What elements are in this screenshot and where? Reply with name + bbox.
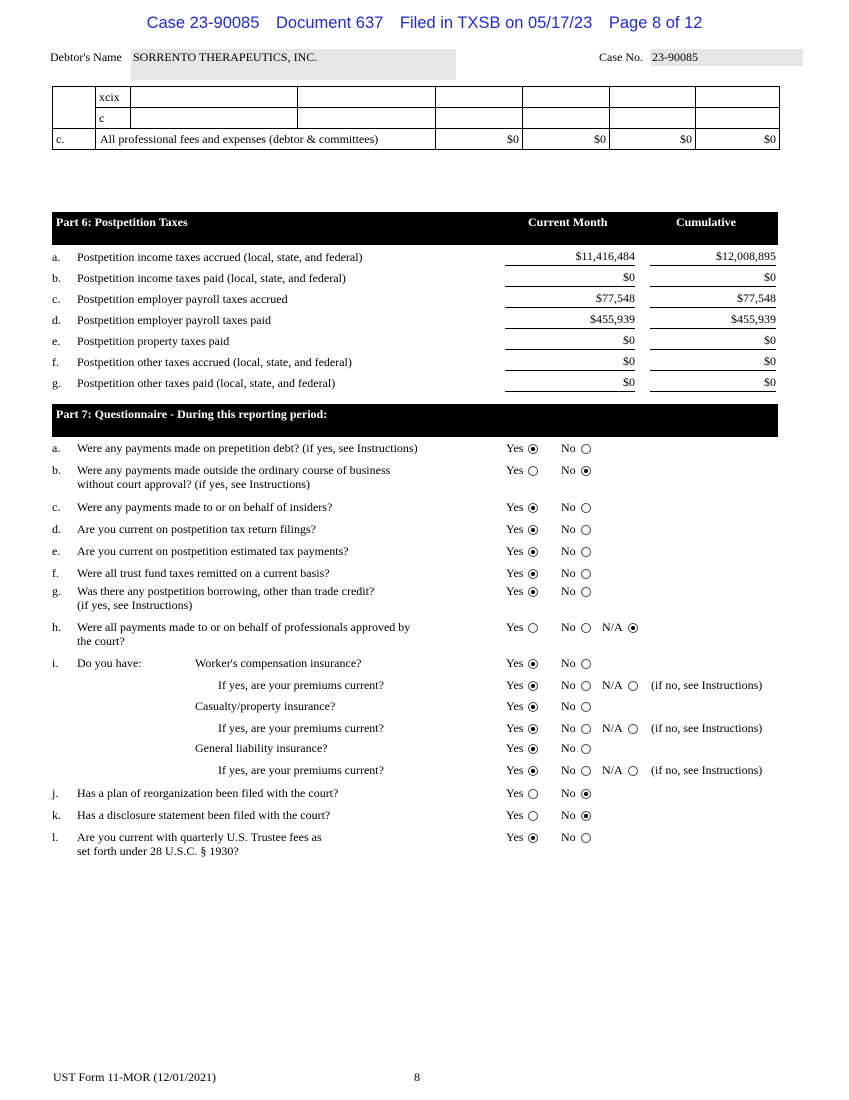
yes-option[interactable] bbox=[506, 786, 538, 801]
total-value: $0 bbox=[436, 129, 523, 150]
question-text-cont: the court? bbox=[77, 634, 125, 648]
no-label: No bbox=[561, 566, 576, 580]
no-option[interactable] bbox=[561, 656, 591, 671]
no-label: No bbox=[561, 656, 576, 670]
na-radio[interactable] bbox=[628, 681, 638, 691]
question-text-cont: (if yes, see Instructions) bbox=[77, 598, 193, 612]
yes-radio[interactable] bbox=[528, 811, 538, 821]
no-label: No bbox=[561, 500, 576, 514]
table-row bbox=[53, 108, 780, 129]
na-option[interactable] bbox=[602, 678, 638, 693]
case-no-value: 23-90085 bbox=[652, 50, 698, 64]
current-month-value: $455,939 bbox=[505, 312, 635, 329]
no-label: No bbox=[561, 786, 576, 800]
yes-option[interactable] bbox=[506, 620, 538, 635]
row-letter: b. bbox=[52, 271, 61, 285]
yes-label: Yes bbox=[506, 463, 524, 477]
form-id: UST Form 11-MOR (12/01/2021) bbox=[53, 1070, 217, 1084]
na-radio[interactable] bbox=[628, 766, 638, 776]
part7-header bbox=[52, 404, 778, 437]
part6-header bbox=[52, 212, 778, 245]
yes-radio[interactable] bbox=[528, 569, 538, 579]
yes-label: Yes bbox=[506, 830, 524, 844]
question-text: Were any payments made outside the ordinary course of business bbox=[77, 463, 391, 477]
no-label: No bbox=[561, 463, 576, 477]
row-label: Postpetition property taxes paid bbox=[77, 334, 230, 348]
yes-option[interactable] bbox=[506, 500, 538, 515]
current-month-value: $0 bbox=[505, 333, 635, 350]
row-roman: xcix bbox=[96, 87, 131, 108]
row-label: Postpetition employer payroll taxes accrued bbox=[77, 292, 288, 306]
yes-radio[interactable] bbox=[528, 466, 538, 476]
yes-option[interactable] bbox=[506, 721, 538, 736]
no-option[interactable] bbox=[561, 500, 591, 515]
question-letter: l. bbox=[52, 830, 59, 844]
page-number: 8 bbox=[414, 1070, 420, 1084]
no-option[interactable] bbox=[561, 786, 591, 801]
yes-label: Yes bbox=[506, 763, 524, 777]
no-option[interactable] bbox=[561, 544, 591, 559]
no-option[interactable] bbox=[561, 441, 591, 456]
no-label: No bbox=[561, 721, 576, 735]
yes-radio[interactable] bbox=[528, 766, 538, 776]
yes-label: Yes bbox=[506, 620, 524, 634]
current-month-value: $11,416,484 bbox=[505, 249, 635, 266]
na-option[interactable] bbox=[602, 763, 638, 778]
no-radio[interactable] bbox=[581, 744, 591, 754]
row-label: Postpetition income taxes paid (local, state, and federal) bbox=[77, 271, 346, 285]
yes-option[interactable] bbox=[506, 463, 538, 478]
question-text-cont: set forth under 28 U.S.C. § 1930? bbox=[77, 844, 239, 858]
no-radio[interactable] bbox=[581, 724, 591, 734]
insurance-question: General liability insurance? bbox=[195, 741, 328, 755]
table-row-total bbox=[53, 129, 780, 150]
col-cumulative: Cumulative bbox=[676, 215, 736, 229]
cumulative-value: $0 bbox=[650, 270, 776, 287]
yes-label: Yes bbox=[506, 656, 524, 670]
yes-radio[interactable] bbox=[528, 503, 538, 513]
no-radio[interactable] bbox=[581, 789, 591, 799]
current-month-value: $0 bbox=[505, 270, 635, 287]
case-no-field bbox=[650, 49, 803, 66]
no-label: No bbox=[561, 441, 576, 455]
no-label: No bbox=[561, 522, 576, 536]
table-row bbox=[53, 87, 780, 108]
yes-radio[interactable] bbox=[528, 659, 538, 669]
no-option[interactable] bbox=[561, 463, 591, 478]
no-label: No bbox=[561, 830, 576, 844]
na-label: N/A bbox=[602, 620, 623, 634]
no-radio[interactable] bbox=[581, 444, 591, 454]
question-text: Were all payments made to or on behalf of professionals approved by bbox=[77, 620, 411, 634]
cumulative-value: $0 bbox=[650, 354, 776, 371]
na-radio[interactable] bbox=[628, 623, 638, 633]
yes-option[interactable] bbox=[506, 763, 538, 778]
yes-option[interactable] bbox=[506, 566, 538, 581]
yes-option[interactable] bbox=[506, 656, 538, 671]
debtor-name-label: Debtor's Name bbox=[50, 50, 122, 64]
no-radio[interactable] bbox=[581, 833, 591, 843]
question-text: Were all trust fund taxes remitted on a current basis? bbox=[77, 566, 330, 580]
total-label: All professional fees and expenses (debtor & committees) bbox=[96, 129, 436, 150]
question-letter: f. bbox=[52, 566, 59, 580]
no-radio[interactable] bbox=[581, 547, 591, 557]
current-month-value: $0 bbox=[505, 375, 635, 392]
yes-label: Yes bbox=[506, 544, 524, 558]
part7-title: Part 7: Questionnaire - During this reporting period: bbox=[56, 407, 328, 421]
yes-radio[interactable] bbox=[528, 623, 538, 633]
no-option[interactable] bbox=[561, 830, 591, 845]
no-radio[interactable] bbox=[581, 659, 591, 669]
total-value: $0 bbox=[610, 129, 696, 150]
no-radio[interactable] bbox=[581, 466, 591, 476]
na-option[interactable] bbox=[602, 620, 638, 635]
yes-option[interactable] bbox=[506, 830, 538, 845]
question-text: Are you current with quarterly U.S. Trustee fees as bbox=[77, 830, 322, 844]
question-text: Has a plan of reorganization been filed with the court? bbox=[77, 786, 339, 800]
yes-option[interactable] bbox=[506, 441, 538, 456]
row-label: Postpetition other taxes accrued (local, state, and federal) bbox=[77, 355, 352, 369]
yes-label: Yes bbox=[506, 699, 524, 713]
question-text: Are you current on postpetition tax return filings? bbox=[77, 522, 316, 536]
question-letter: j. bbox=[52, 786, 59, 800]
yes-option[interactable] bbox=[506, 522, 538, 537]
yes-label: Yes bbox=[506, 741, 524, 755]
filing-banner bbox=[0, 14, 849, 33]
no-label: No bbox=[561, 584, 576, 598]
yes-radio[interactable] bbox=[528, 444, 538, 454]
no-radio[interactable] bbox=[581, 525, 591, 535]
row-letter: a. bbox=[52, 250, 61, 264]
row-letter: f. bbox=[52, 355, 59, 369]
yes-label: Yes bbox=[506, 522, 524, 536]
total-value: $0 bbox=[523, 129, 610, 150]
yes-option[interactable] bbox=[506, 544, 538, 559]
if-no-note: (if no, see Instructions) bbox=[651, 763, 763, 777]
part6-title: Part 6: Postpetition Taxes bbox=[56, 215, 188, 229]
no-radio[interactable] bbox=[581, 623, 591, 633]
row-letter: d. bbox=[52, 313, 61, 327]
yes-label: Yes bbox=[506, 721, 524, 735]
debtor-name-field bbox=[131, 49, 456, 80]
no-radio[interactable] bbox=[581, 681, 591, 691]
yes-radio[interactable] bbox=[528, 724, 538, 734]
no-option[interactable] bbox=[561, 522, 591, 537]
yes-radio[interactable] bbox=[528, 525, 538, 535]
no-label: No bbox=[561, 678, 576, 692]
no-label: No bbox=[561, 763, 576, 777]
row-letter: g. bbox=[52, 376, 61, 390]
no-radio[interactable] bbox=[581, 569, 591, 579]
debtor-name-value: SORRENTO THERAPEUTICS, INC. bbox=[133, 50, 318, 64]
banner-document: Document 637 bbox=[276, 14, 384, 32]
yes-option[interactable] bbox=[506, 584, 538, 599]
do-you-have-label: Do you have: bbox=[77, 656, 142, 670]
yes-radio[interactable] bbox=[528, 702, 538, 712]
no-label: No bbox=[561, 741, 576, 755]
no-radio[interactable] bbox=[581, 766, 591, 776]
question-letter: g. bbox=[52, 584, 61, 598]
yes-radio[interactable] bbox=[528, 681, 538, 691]
na-label: N/A bbox=[602, 763, 623, 777]
yes-radio[interactable] bbox=[528, 789, 538, 799]
col-current-month: Current Month bbox=[528, 215, 608, 229]
question-letter: b. bbox=[52, 463, 61, 477]
case-no-label: Case No. bbox=[599, 50, 643, 64]
no-option[interactable] bbox=[561, 721, 591, 736]
no-option[interactable] bbox=[561, 620, 591, 635]
yes-label: Yes bbox=[506, 808, 524, 822]
question-text: Are you current on postpetition estimated tax payments? bbox=[77, 544, 349, 558]
cumulative-value: $0 bbox=[650, 333, 776, 350]
yes-label: Yes bbox=[506, 678, 524, 692]
cumulative-value: $77,548 bbox=[650, 291, 776, 308]
question-letter: c. bbox=[52, 500, 61, 514]
cumulative-value: $12,008,895 bbox=[650, 249, 776, 266]
yes-option[interactable] bbox=[506, 678, 538, 693]
current-month-value: $77,548 bbox=[505, 291, 635, 308]
na-label: N/A bbox=[602, 721, 623, 735]
no-radio[interactable] bbox=[581, 587, 591, 597]
yes-label: Yes bbox=[506, 441, 524, 455]
current-month-value: $0 bbox=[505, 354, 635, 371]
insurance-question: Worker's compensation insurance? bbox=[195, 656, 362, 670]
question-text: Has a disclosure statement been filed with the court? bbox=[77, 808, 331, 822]
cumulative-value: $455,939 bbox=[650, 312, 776, 329]
insurance-question: Casualty/property insurance? bbox=[195, 699, 336, 713]
no-label: No bbox=[561, 620, 576, 634]
professional-fees-table bbox=[52, 86, 780, 150]
cumulative-value: $0 bbox=[650, 375, 776, 392]
question-letter: h. bbox=[52, 620, 61, 634]
yes-radio[interactable] bbox=[528, 547, 538, 557]
total-value: $0 bbox=[696, 129, 780, 150]
yes-option[interactable] bbox=[506, 808, 538, 823]
question-text: Were any payments made on prepetition debt? (if yes, see Instructions) bbox=[77, 441, 418, 455]
na-label: N/A bbox=[602, 678, 623, 692]
insurance-question: If yes, are your premiums current? bbox=[218, 763, 384, 777]
na-radio[interactable] bbox=[628, 724, 638, 734]
row-label: Postpetition income taxes accrued (local, state, and federal) bbox=[77, 250, 363, 264]
no-option[interactable] bbox=[561, 699, 591, 714]
question-letter: e. bbox=[52, 544, 61, 558]
question-letter: d. bbox=[52, 522, 61, 536]
if-no-note: (if no, see Instructions) bbox=[651, 678, 763, 692]
question-text-cont: without court approval? (if yes, see Instructions) bbox=[77, 477, 310, 491]
banner-page: Page 8 of 12 bbox=[608, 14, 703, 32]
yes-label: Yes bbox=[506, 500, 524, 514]
yes-radio[interactable] bbox=[528, 587, 538, 597]
banner-case: Case 23-90085 bbox=[146, 14, 260, 32]
question-letter: i. bbox=[52, 656, 59, 670]
row-roman: c bbox=[96, 108, 131, 129]
yes-label: Yes bbox=[506, 786, 524, 800]
no-option[interactable] bbox=[561, 584, 591, 599]
row-letter: e. bbox=[52, 334, 61, 348]
no-option[interactable] bbox=[561, 678, 591, 693]
total-letter: c. bbox=[53, 129, 96, 150]
row-letter: c. bbox=[52, 292, 61, 306]
no-label: No bbox=[561, 544, 576, 558]
yes-label: Yes bbox=[506, 584, 524, 598]
insurance-question: If yes, are your premiums current? bbox=[218, 721, 384, 735]
question-text: Were any payments made to or on behalf of insiders? bbox=[77, 500, 333, 514]
no-option[interactable] bbox=[561, 808, 591, 823]
no-radio[interactable] bbox=[581, 702, 591, 712]
no-radio[interactable] bbox=[581, 503, 591, 513]
question-letter: k. bbox=[52, 808, 61, 822]
yes-radio[interactable] bbox=[528, 833, 538, 843]
no-radio[interactable] bbox=[581, 811, 591, 821]
no-label: No bbox=[561, 808, 576, 822]
if-no-note: (if no, see Instructions) bbox=[651, 721, 763, 735]
yes-label: Yes bbox=[506, 566, 524, 580]
banner-filed: Filed in TXSB on 05/17/23 bbox=[399, 14, 593, 32]
row-label: Postpetition employer payroll taxes paid bbox=[77, 313, 271, 327]
no-option[interactable] bbox=[561, 763, 591, 778]
yes-radio[interactable] bbox=[528, 744, 538, 754]
na-option[interactable] bbox=[602, 721, 638, 736]
yes-option[interactable] bbox=[506, 699, 538, 714]
no-option[interactable] bbox=[561, 566, 591, 581]
insurance-question: If yes, are your premiums current? bbox=[218, 678, 384, 692]
row-label: Postpetition other taxes paid (local, state, and federal) bbox=[77, 376, 336, 390]
question-text: Was there any postpetition borrowing, other than trade credit? bbox=[77, 584, 375, 598]
yes-option[interactable] bbox=[506, 741, 538, 756]
no-option[interactable] bbox=[561, 741, 591, 756]
question-letter: a. bbox=[52, 441, 61, 455]
no-label: No bbox=[561, 699, 576, 713]
